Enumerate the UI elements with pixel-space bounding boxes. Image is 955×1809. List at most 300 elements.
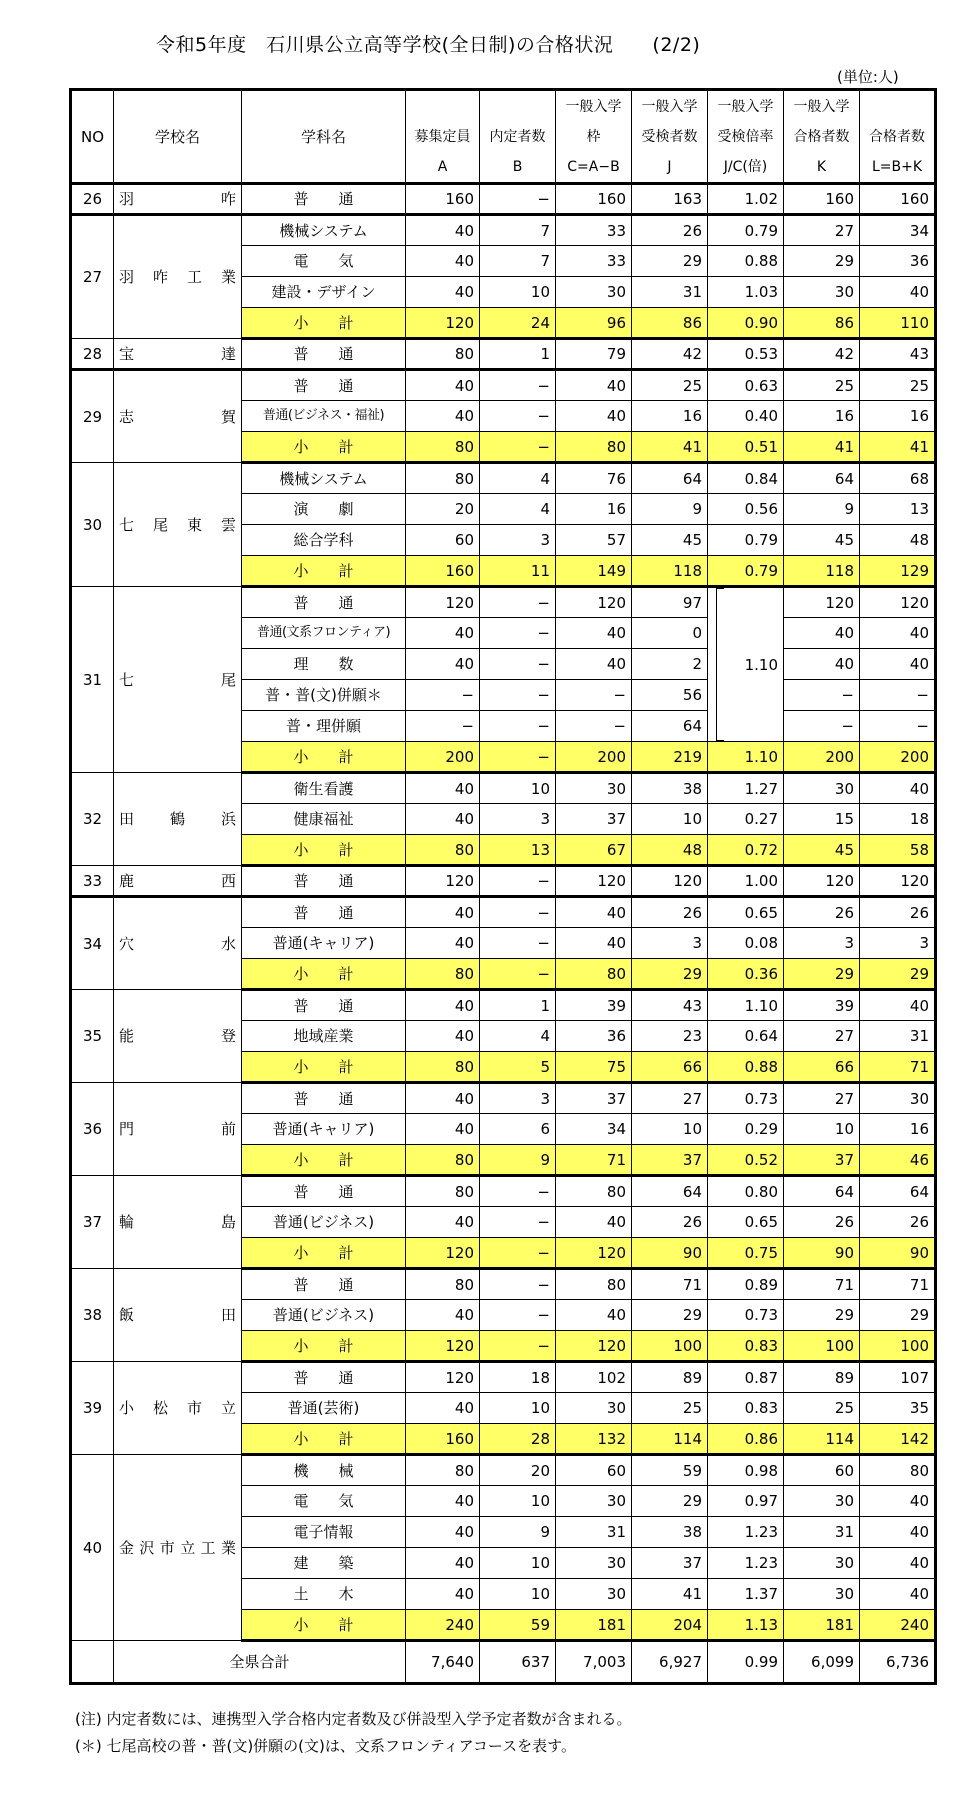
cell-b: − bbox=[480, 184, 556, 215]
cell-l: 35 bbox=[860, 1393, 936, 1424]
cell-l: 40 bbox=[860, 773, 936, 804]
table-row bbox=[71, 1455, 936, 1486]
cell-a: 80 bbox=[406, 959, 480, 990]
cell-l: 40 bbox=[860, 1486, 936, 1517]
cell-a: 80 bbox=[406, 1176, 480, 1207]
table-row bbox=[71, 587, 936, 618]
cell-j: 29 bbox=[632, 246, 708, 277]
cell-r: 1.02 bbox=[708, 184, 784, 215]
cell-a: 40 bbox=[406, 1579, 480, 1610]
dept-name: 建設・デザイン bbox=[242, 277, 406, 308]
dept-name: 普通(キャリア) bbox=[242, 928, 406, 959]
cell-k: 3 bbox=[784, 928, 860, 959]
dept-name: 電 気 bbox=[242, 246, 406, 277]
cell-l: 142 bbox=[860, 1424, 936, 1455]
header-school: 学校名 bbox=[114, 90, 242, 184]
cell-k: 27 bbox=[784, 1021, 860, 1052]
cell-r: 1.23 bbox=[708, 1517, 784, 1548]
cell-l: − bbox=[860, 711, 936, 742]
cell-r: 1.27 bbox=[708, 773, 784, 804]
cell-l: 107 bbox=[860, 1362, 936, 1393]
cell-b: − bbox=[480, 1207, 556, 1238]
dept-name: 小 計 bbox=[242, 1238, 406, 1269]
header-a: 募集定員 A bbox=[406, 90, 480, 184]
dept-name: 健康福祉 bbox=[242, 804, 406, 835]
admissions-table bbox=[69, 88, 937, 1685]
cell-a: 40 bbox=[406, 1486, 480, 1517]
cell-a: 40 bbox=[406, 401, 480, 432]
cell-k: 45 bbox=[784, 835, 860, 866]
cell-a: 40 bbox=[406, 1021, 480, 1052]
cell-l: 29 bbox=[860, 1300, 936, 1331]
cell-r: 1.13 bbox=[708, 1610, 784, 1641]
cell-k: 16 bbox=[784, 401, 860, 432]
cell-b: 59 bbox=[480, 1610, 556, 1641]
cell-j: 26 bbox=[632, 215, 708, 246]
header-r: 一般入学 受検倍率 J/C(倍) bbox=[708, 90, 784, 184]
cell-b: 10 bbox=[480, 1579, 556, 1610]
cell-r: 1.23 bbox=[708, 1548, 784, 1579]
cell-k: 30 bbox=[784, 1486, 860, 1517]
dept-name: 衛生看護 bbox=[242, 773, 406, 804]
dept-name: 普 通 bbox=[242, 587, 406, 618]
cell-l: 16 bbox=[860, 401, 936, 432]
cell-c: 120 bbox=[556, 866, 632, 897]
cell-l: 26 bbox=[860, 1207, 936, 1238]
cell-b: 1 bbox=[480, 339, 556, 370]
cell-a: 80 bbox=[406, 463, 480, 494]
cell-l: 36 bbox=[860, 246, 936, 277]
dept-name: 普 通 bbox=[242, 897, 406, 928]
cell-b: 24 bbox=[480, 308, 556, 339]
cell-j: 56 bbox=[632, 680, 708, 711]
cell-j: 25 bbox=[632, 1393, 708, 1424]
cell-c: 80 bbox=[556, 959, 632, 990]
school-name: 七尾東雲 bbox=[114, 463, 242, 587]
note-1: (注) 内定者数には、連携型入学合格内定者数及び併設型入学予定者数が含まれる。 bbox=[75, 1710, 632, 1728]
cell-b: 18 bbox=[480, 1362, 556, 1393]
cell-l: 90 bbox=[860, 1238, 936, 1269]
cell-c: 200 bbox=[556, 742, 632, 773]
cell-r: 0.97 bbox=[708, 1486, 784, 1517]
cell-c: 160 bbox=[556, 184, 632, 215]
cell-k: 60 bbox=[784, 1455, 860, 1486]
cell-l: 16 bbox=[860, 1114, 936, 1145]
table-row bbox=[71, 990, 936, 1021]
cell-j: 163 bbox=[632, 184, 708, 215]
cell-c: 40 bbox=[556, 897, 632, 928]
cell-l: 13 bbox=[860, 494, 936, 525]
header-j: 一般入学 受検者数 J bbox=[632, 90, 708, 184]
cell-l: 30 bbox=[860, 1083, 936, 1114]
cell-j: 97 bbox=[632, 587, 708, 618]
table-row bbox=[71, 1362, 936, 1393]
cell-j: 0 bbox=[632, 618, 708, 649]
cell-b: − bbox=[480, 1331, 556, 1362]
dept-name: 小 計 bbox=[242, 1331, 406, 1362]
dept-name: 普 通 bbox=[242, 1269, 406, 1300]
dept-name: 普通(ビジネス) bbox=[242, 1207, 406, 1238]
cell-r: 0.36 bbox=[708, 959, 784, 990]
cell-k: 27 bbox=[784, 1083, 860, 1114]
cell-k: 25 bbox=[784, 1393, 860, 1424]
cell-l: 29 bbox=[860, 959, 936, 990]
cell-b: 1 bbox=[480, 990, 556, 1021]
table-row bbox=[71, 215, 936, 246]
cell-k: 181 bbox=[784, 1610, 860, 1641]
school-name: 金沢市立工業 bbox=[114, 1455, 242, 1641]
table-row bbox=[71, 866, 936, 897]
cell-j: 120 bbox=[632, 866, 708, 897]
cell-r: 0.73 bbox=[708, 1083, 784, 1114]
school-no: 35 bbox=[71, 990, 114, 1083]
table-row bbox=[71, 897, 936, 928]
cell-r: 1.10 bbox=[708, 990, 784, 1021]
dept-name: 普通(文系フロンティア) bbox=[242, 618, 406, 649]
cell-c: 181 bbox=[556, 1610, 632, 1641]
cell-c: 120 bbox=[556, 1331, 632, 1362]
cell-j: 29 bbox=[632, 1486, 708, 1517]
dept-name: 小 計 bbox=[242, 959, 406, 990]
cell-j: 64 bbox=[632, 463, 708, 494]
cell-a: 80 bbox=[406, 835, 480, 866]
cell-a: 160 bbox=[406, 1424, 480, 1455]
cell-b: 11 bbox=[480, 556, 556, 587]
total-r: 0.99 bbox=[708, 1641, 784, 1684]
bracket-mark bbox=[716, 588, 727, 741]
cell-a: 40 bbox=[406, 1548, 480, 1579]
cell-k: 30 bbox=[784, 277, 860, 308]
cell-c: 76 bbox=[556, 463, 632, 494]
school-name: 羽咋 bbox=[114, 184, 242, 215]
school-no: 32 bbox=[71, 773, 114, 866]
cell-b: 10 bbox=[480, 1393, 556, 1424]
cell-k: 118 bbox=[784, 556, 860, 587]
cell-b: − bbox=[480, 1269, 556, 1300]
cell-c: 80 bbox=[556, 1269, 632, 1300]
cell-k: 114 bbox=[784, 1424, 860, 1455]
cell-c: 60 bbox=[556, 1455, 632, 1486]
dept-name: 普 通 bbox=[242, 990, 406, 1021]
cell-b: 13 bbox=[480, 835, 556, 866]
cell-b: 9 bbox=[480, 1517, 556, 1548]
cell-r: 0.83 bbox=[708, 1331, 784, 1362]
cell-c: 75 bbox=[556, 1052, 632, 1083]
cell-l: 58 bbox=[860, 835, 936, 866]
cell-r: 0.73 bbox=[708, 1300, 784, 1331]
cell-b: − bbox=[480, 618, 556, 649]
cell-r: 0.53 bbox=[708, 339, 784, 370]
cell-r: 0.52 bbox=[708, 1145, 784, 1176]
cell-j: 29 bbox=[632, 1300, 708, 1331]
cell-j: 26 bbox=[632, 1207, 708, 1238]
school-name: 飯田 bbox=[114, 1269, 242, 1362]
school-no: 36 bbox=[71, 1083, 114, 1176]
cell-k: 26 bbox=[784, 1207, 860, 1238]
table-row bbox=[71, 1176, 936, 1207]
cell-j: 219 bbox=[632, 742, 708, 773]
school-name: 田鶴浜 bbox=[114, 773, 242, 866]
cell-a: 40 bbox=[406, 215, 480, 246]
dept-name: 普・理併願 bbox=[242, 711, 406, 742]
dept-name: 普・普(文)併願＊ bbox=[242, 680, 406, 711]
cell-r: 0.65 bbox=[708, 1207, 784, 1238]
cell-j: 59 bbox=[632, 1455, 708, 1486]
table-row bbox=[71, 184, 936, 215]
cell-l: 46 bbox=[860, 1145, 936, 1176]
cell-k: 160 bbox=[784, 184, 860, 215]
dept-name: 演 劇 bbox=[242, 494, 406, 525]
cell-k: 9 bbox=[784, 494, 860, 525]
cell-b: − bbox=[480, 587, 556, 618]
cell-k: 39 bbox=[784, 990, 860, 1021]
cell-l: 25 bbox=[860, 370, 936, 401]
cell-c: 102 bbox=[556, 1362, 632, 1393]
dept-name: 小 計 bbox=[242, 1424, 406, 1455]
cell-r: 0.88 bbox=[708, 246, 784, 277]
cell-a: 200 bbox=[406, 742, 480, 773]
table-body bbox=[71, 184, 936, 1641]
cell-j: 37 bbox=[632, 1145, 708, 1176]
cell-b: 3 bbox=[480, 525, 556, 556]
cell-r: 0.87 bbox=[708, 1362, 784, 1393]
school-no: 28 bbox=[71, 339, 114, 370]
dept-name: 土 木 bbox=[242, 1579, 406, 1610]
cell-j: 48 bbox=[632, 835, 708, 866]
total-l: 6,736 bbox=[860, 1641, 936, 1684]
cell-c: 120 bbox=[556, 587, 632, 618]
cell-l: 110 bbox=[860, 308, 936, 339]
cell-l: 34 bbox=[860, 215, 936, 246]
total-a: 7,640 bbox=[406, 1641, 480, 1684]
cell-a: 120 bbox=[406, 587, 480, 618]
cell-c: 132 bbox=[556, 1424, 632, 1455]
school-name: 輪島 bbox=[114, 1176, 242, 1269]
header-c: 一般入学 枠 C=A−B bbox=[556, 90, 632, 184]
header-k: 一般入学 合格者数 K bbox=[784, 90, 860, 184]
cell-c: 71 bbox=[556, 1145, 632, 1176]
cell-j: 42 bbox=[632, 339, 708, 370]
cell-j: 114 bbox=[632, 1424, 708, 1455]
cell-r: 1.37 bbox=[708, 1579, 784, 1610]
cell-k: 30 bbox=[784, 1548, 860, 1579]
cell-l: 120 bbox=[860, 866, 936, 897]
cell-c: 33 bbox=[556, 215, 632, 246]
cell-j: 90 bbox=[632, 1238, 708, 1269]
cell-r: 0.64 bbox=[708, 1021, 784, 1052]
cell-l: 160 bbox=[860, 184, 936, 215]
cell-c: 80 bbox=[556, 432, 632, 463]
dept-name: 小 計 bbox=[242, 1145, 406, 1176]
cell-a: 40 bbox=[406, 773, 480, 804]
cell-r: 1.00 bbox=[708, 866, 784, 897]
cell-k: 25 bbox=[784, 370, 860, 401]
cell-l: 26 bbox=[860, 897, 936, 928]
cell-r: 0.88 bbox=[708, 1052, 784, 1083]
cell-c: 79 bbox=[556, 339, 632, 370]
cell-b: − bbox=[480, 897, 556, 928]
cell-k: 15 bbox=[784, 804, 860, 835]
cell-j: 41 bbox=[632, 432, 708, 463]
cell-c: 30 bbox=[556, 1393, 632, 1424]
table-row bbox=[71, 1269, 936, 1300]
header-l: 合格者数 L=B+K bbox=[860, 90, 936, 184]
cell-r: 0.72 bbox=[708, 835, 784, 866]
table-row bbox=[71, 339, 936, 370]
cell-a: 120 bbox=[406, 1238, 480, 1269]
dept-name: 建 築 bbox=[242, 1548, 406, 1579]
school-no: 37 bbox=[71, 1176, 114, 1269]
cell-c: 120 bbox=[556, 1238, 632, 1269]
cell-l: 64 bbox=[860, 1176, 936, 1207]
cell-a: 160 bbox=[406, 184, 480, 215]
cell-b: − bbox=[480, 649, 556, 680]
cell-k: 89 bbox=[784, 1362, 860, 1393]
cell-r: 1.03 bbox=[708, 277, 784, 308]
dept-name: 総合学科 bbox=[242, 525, 406, 556]
cell-r: 0.80 bbox=[708, 1176, 784, 1207]
cell-j: 38 bbox=[632, 773, 708, 804]
cell-l: 31 bbox=[860, 1021, 936, 1052]
cell-j: 66 bbox=[632, 1052, 708, 1083]
cell-r: 0.40 bbox=[708, 401, 784, 432]
cell-c: 31 bbox=[556, 1517, 632, 1548]
dept-name: 普 通 bbox=[242, 1083, 406, 1114]
cell-k: 29 bbox=[784, 1300, 860, 1331]
cell-k: 30 bbox=[784, 1579, 860, 1610]
total-c: 7,003 bbox=[556, 1641, 632, 1684]
cell-r: 0.98 bbox=[708, 1455, 784, 1486]
cell-j: 37 bbox=[632, 1548, 708, 1579]
cell-b: 28 bbox=[480, 1424, 556, 1455]
cell-a: 80 bbox=[406, 1052, 480, 1083]
cell-j: 3 bbox=[632, 928, 708, 959]
cell-c: 34 bbox=[556, 1114, 632, 1145]
dept-name: 普通(ビジネス) bbox=[242, 1300, 406, 1331]
cell-k: 120 bbox=[784, 587, 860, 618]
cell-c: 33 bbox=[556, 246, 632, 277]
cell-c: 40 bbox=[556, 649, 632, 680]
cell-k: 86 bbox=[784, 308, 860, 339]
cell-a: − bbox=[406, 711, 480, 742]
cell-a: 120 bbox=[406, 1331, 480, 1362]
table-row bbox=[71, 1083, 936, 1114]
cell-j: 10 bbox=[632, 1114, 708, 1145]
cell-j: 23 bbox=[632, 1021, 708, 1052]
table-row bbox=[71, 463, 936, 494]
dept-name: 機械システム bbox=[242, 463, 406, 494]
total-row bbox=[71, 1641, 936, 1684]
cell-b: 20 bbox=[480, 1455, 556, 1486]
cell-r: 0.84 bbox=[708, 463, 784, 494]
cell-j: 41 bbox=[632, 1579, 708, 1610]
dept-name: 電 気 bbox=[242, 1486, 406, 1517]
cell-a: 40 bbox=[406, 1083, 480, 1114]
cell-r: 0.90 bbox=[708, 308, 784, 339]
cell-k: 66 bbox=[784, 1052, 860, 1083]
cell-l: 40 bbox=[860, 1517, 936, 1548]
cell-j: 16 bbox=[632, 401, 708, 432]
cell-j: 38 bbox=[632, 1517, 708, 1548]
dept-name: 地域産業 bbox=[242, 1021, 406, 1052]
merged-ratio-value: 1.10 bbox=[744, 655, 778, 674]
cell-k: 30 bbox=[784, 773, 860, 804]
cell-k: 120 bbox=[784, 866, 860, 897]
cell-l: 129 bbox=[860, 556, 936, 587]
cell-k: 29 bbox=[784, 246, 860, 277]
cell-r: 0.75 bbox=[708, 1238, 784, 1269]
unit-label: (単位:人) bbox=[837, 68, 899, 86]
dept-name: 普 通 bbox=[242, 370, 406, 401]
cell-b: 4 bbox=[480, 463, 556, 494]
cell-c: 96 bbox=[556, 308, 632, 339]
dept-name: 小 計 bbox=[242, 1052, 406, 1083]
cell-b: 3 bbox=[480, 804, 556, 835]
dept-name: 電子情報 bbox=[242, 1517, 406, 1548]
cell-k: − bbox=[784, 711, 860, 742]
cell-b: − bbox=[480, 1300, 556, 1331]
cell-r: 0.65 bbox=[708, 897, 784, 928]
cell-r: 0.29 bbox=[708, 1114, 784, 1145]
school-name: 能登 bbox=[114, 990, 242, 1083]
dept-name: 普通(芸術) bbox=[242, 1393, 406, 1424]
cell-j: 43 bbox=[632, 990, 708, 1021]
cell-a: 40 bbox=[406, 370, 480, 401]
cell-b: 4 bbox=[480, 494, 556, 525]
school-name: 宝達 bbox=[114, 339, 242, 370]
school-no: 31 bbox=[71, 587, 114, 773]
school-no: 27 bbox=[71, 215, 114, 339]
cell-b: − bbox=[480, 928, 556, 959]
cell-l: 68 bbox=[860, 463, 936, 494]
cell-j: 26 bbox=[632, 897, 708, 928]
cell-l: 40 bbox=[860, 277, 936, 308]
cell-c: 16 bbox=[556, 494, 632, 525]
cell-b: − bbox=[480, 432, 556, 463]
total-j: 6,927 bbox=[632, 1641, 708, 1684]
cell-a: − bbox=[406, 680, 480, 711]
cell-b: − bbox=[480, 1238, 556, 1269]
dept-name: 普 通 bbox=[242, 339, 406, 370]
school-no: 29 bbox=[71, 370, 114, 463]
school-name: 穴水 bbox=[114, 897, 242, 990]
cell-b: 10 bbox=[480, 1486, 556, 1517]
cell-k: 64 bbox=[784, 1176, 860, 1207]
school-name: 鹿西 bbox=[114, 866, 242, 897]
cell-a: 80 bbox=[406, 1269, 480, 1300]
cell-r: 0.79 bbox=[708, 525, 784, 556]
dept-name: 小 計 bbox=[242, 1610, 406, 1641]
cell-r: 0.79 bbox=[708, 556, 784, 587]
cell-c: 37 bbox=[556, 1083, 632, 1114]
cell-j: 64 bbox=[632, 711, 708, 742]
cell-k: 90 bbox=[784, 1238, 860, 1269]
cell-c: 37 bbox=[556, 804, 632, 835]
cell-c: 39 bbox=[556, 990, 632, 1021]
cell-r: 0.86 bbox=[708, 1424, 784, 1455]
cell-c: 40 bbox=[556, 370, 632, 401]
cell-a: 80 bbox=[406, 1145, 480, 1176]
school-no: 34 bbox=[71, 897, 114, 990]
cell-j: 64 bbox=[632, 1176, 708, 1207]
cell-l: 43 bbox=[860, 339, 936, 370]
cell-k: 64 bbox=[784, 463, 860, 494]
cell-c: 40 bbox=[556, 618, 632, 649]
cell-c: − bbox=[556, 711, 632, 742]
cell-k: − bbox=[784, 680, 860, 711]
note-2: (＊) 七尾高校の普・普(文)併願の(文)は、文系フロンティアコースを表す。 bbox=[75, 1737, 576, 1755]
cell-b: − bbox=[480, 711, 556, 742]
